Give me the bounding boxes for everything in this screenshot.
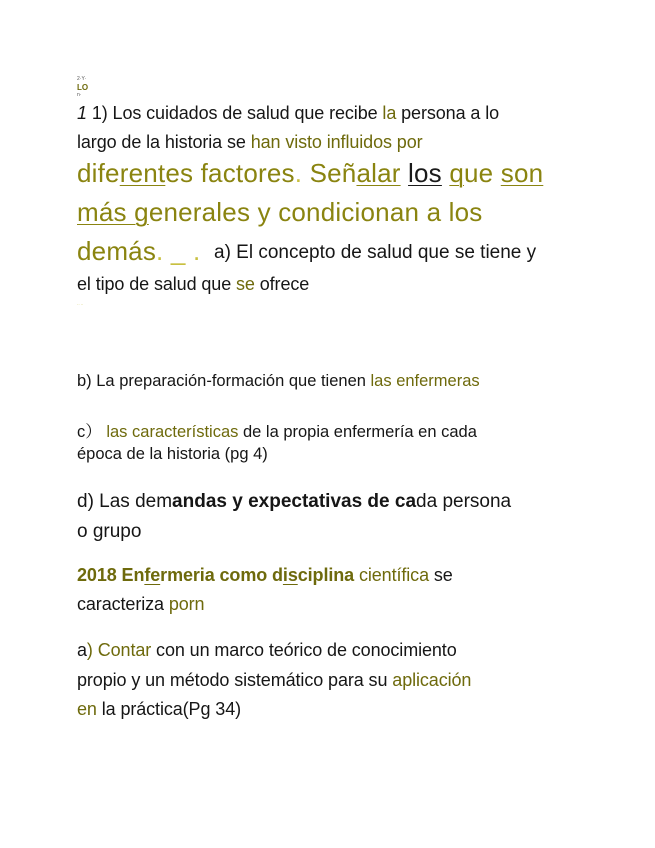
question-1-line-1: 1 1) Los cuidados de salud que recibe la persona a lo [77,103,500,123]
tiny-mark-top: 2·Y· [77,76,87,82]
question-1-big-line-2: más generales y condicionan a los [77,197,483,227]
question-2-line-2: caracteriza porn [77,594,205,614]
question-1-big-line-1: diferentes factores. Señalar los que son [77,158,544,188]
option-c-line-1: c） las características de la propia enfermería en cada [77,423,477,441]
question-1-option-a-line-2: el tipo de salud que se ofrece [77,274,310,294]
question-1-italic-number: 1 [77,103,87,123]
tiny-mark: ·· ·· [77,302,84,307]
question-2-line-1: 2018 Enfermeria como disciplina científica se [77,565,453,585]
option-d-line-1: d) Las demandas y expectativas de cada persona [77,491,512,512]
question-2-option-a-line-1: a) Contar con un marco teórico de conocimiento [77,640,457,660]
option-c-line-2: época de la historia (pg 4) [77,445,268,463]
lo-mark: LO [77,83,89,92]
option-d-line-2: o grupo [77,521,142,542]
question-1-option-a-line-1: a) El concepto de salud que se tiene y [214,242,537,263]
tiny-mark-bottom: n· [77,92,82,98]
question-2-option-a-line-2: propio y un método sistemático para su aplicación [77,670,472,690]
option-b: b) La preparación-formación que tienen las enfermeras [77,372,480,390]
question-2-option-a-line-3: en la práctica(Pg 34) [77,699,241,719]
question-1-big-line-3: demás. _ . [77,236,201,266]
question-1-line-2: largo de la historia se han visto influidos por [77,132,423,152]
